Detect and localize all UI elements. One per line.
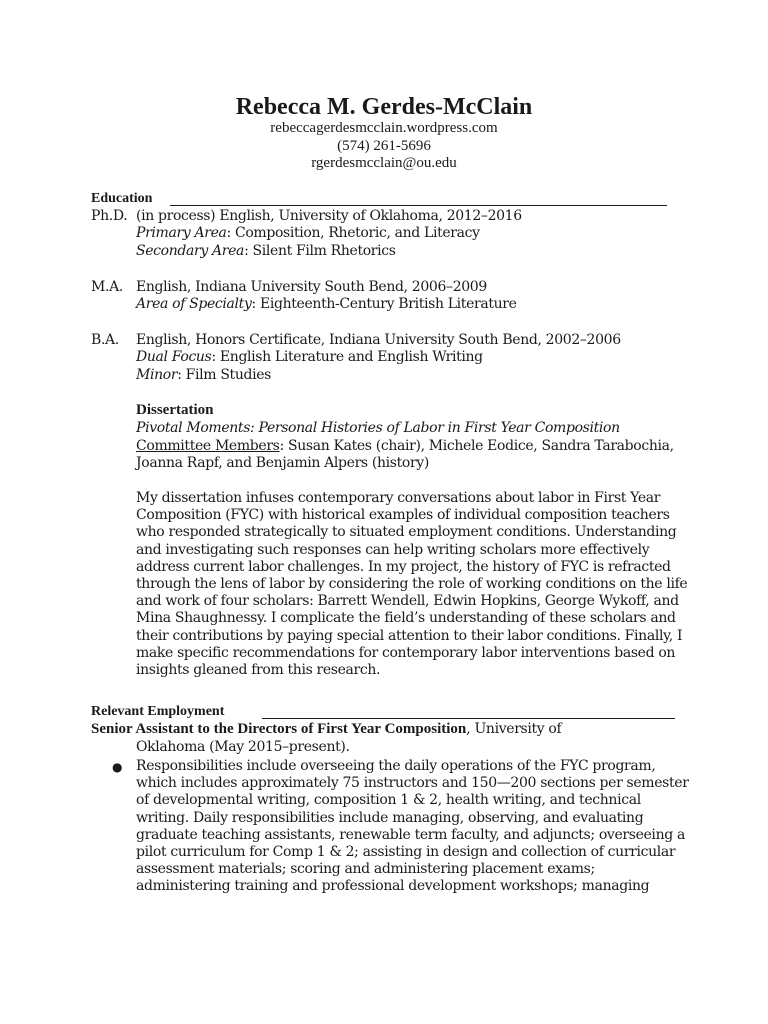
responsibility-line: pilot curriculum for Comp 1 & 2; assisting in design and collection of curricular <box>136 844 676 861</box>
abstract-line: Composition (FYC) with historical examples of individual composition teachers <box>136 507 670 524</box>
ba-degree: B.A. <box>91 332 119 348</box>
responsibility-line: administering training and professional development workshops; managing <box>136 878 650 895</box>
ba-line: English, Honors Certificate, Indiana University South Bend, 2002–2006 <box>136 332 621 348</box>
responsibility-line: graduate teaching assistants, renewable term faculty, and adjuncts; overseeing a <box>136 826 685 843</box>
responsibility-line: which includes approximately 75 instructors and 150—200 sections per semester <box>136 775 689 792</box>
responsibility-line: Responsibilities include overseeing the daily operations of the FYC program, <box>136 758 656 774</box>
phd-secondary-area: Secondary Area: Silent Film Rhetorics <box>136 243 396 259</box>
responsibility-line: of developmental writing, composition 1 & 2, health writing, and technical <box>136 792 641 809</box>
phd-line: (in process) English, University of Oklahoma, 2012–2016 <box>136 208 522 224</box>
website-link[interactable]: rebeccagerdesmcclain.wordpress.com <box>270 120 498 136</box>
abstract-line: address current labor challenges. In my project, the history of FYC is refracted <box>136 558 671 575</box>
ma-specialty: Area of Specialty: Eighteenth-Century British Literature <box>136 296 517 312</box>
employment-heading: Relevant Employment <box>91 704 225 719</box>
education-heading: Education <box>91 191 153 206</box>
job-responsibilities <box>136 758 689 896</box>
ma-degree: M.A. <box>91 279 123 295</box>
bullet-icon: ● <box>112 760 123 774</box>
responsibility-line: writing. Daily responsibilities include managing, observing, and evaluating <box>136 809 644 826</box>
phd-primary-area: Primary Area: Composition, Rhetoric, and Literacy <box>136 225 480 241</box>
abstract-line: their contributions by paying special attention to their labor conditions. Finally, I <box>136 627 683 644</box>
abstract-line: make specific recommendations for contemporary labor interventions based on <box>136 644 676 661</box>
abstract-line: My dissertation infuses contemporary conversations about labor in First Year <box>136 490 661 506</box>
abstract-line: and investigating such responses can help writing scholars more effectively <box>136 541 650 558</box>
abstract-line: through the lens of labor by considering the role of working conditions on the life <box>136 576 688 593</box>
education-rule <box>170 205 667 206</box>
dissertation-heading: Dissertation <box>136 402 214 418</box>
responsibility-line: assessment materials; scoring and administering placement exams; <box>136 861 595 878</box>
committee-members-cont: Joanna Rapf, and Benjamin Alpers (history) <box>136 455 429 471</box>
abstract-line: and work of four scholars: Barrett Wendell, Edwin Hopkins, George Wykoff, and <box>136 593 679 610</box>
abstract-line: insights gleaned from this research. <box>136 662 381 679</box>
ba-dual-focus: Dual Focus: English Literature and English Writing <box>136 349 483 365</box>
employment-rule <box>262 718 675 719</box>
abstract-line: who responded strategically to situated employment conditions. Understanding <box>136 524 677 541</box>
committee-members: Committee Members: Susan Kates (chair), Michele Eodice, Sandra Tarabochia, <box>136 438 674 454</box>
email-link[interactable]: rgerdesmcclain@ou.edu <box>311 155 457 171</box>
ma-line: English, Indiana University South Bend, 2006–2009 <box>136 279 487 295</box>
dissertation-title: Pivotal Moments: Personal Histories of Labor in First Year Composition <box>136 420 620 436</box>
job-entry-cont: Oklahoma (May 2015–present). <box>136 739 350 755</box>
job-entry: Senior Assistant to the Directors of First Year Composition, University of <box>91 721 562 737</box>
abstract-line: Mina Shaughnessy. I complicate the field’s understanding of these scholars and <box>136 610 676 627</box>
ba-minor: Minor: Film Studies <box>136 367 272 383</box>
candidate-name: Rebecca M. Gerdes-McClain <box>235 94 533 120</box>
dissertation-abstract <box>136 490 688 679</box>
phd-degree: Ph.D. <box>91 208 128 224</box>
phone-number: (574) 261-5696 <box>337 138 431 154</box>
